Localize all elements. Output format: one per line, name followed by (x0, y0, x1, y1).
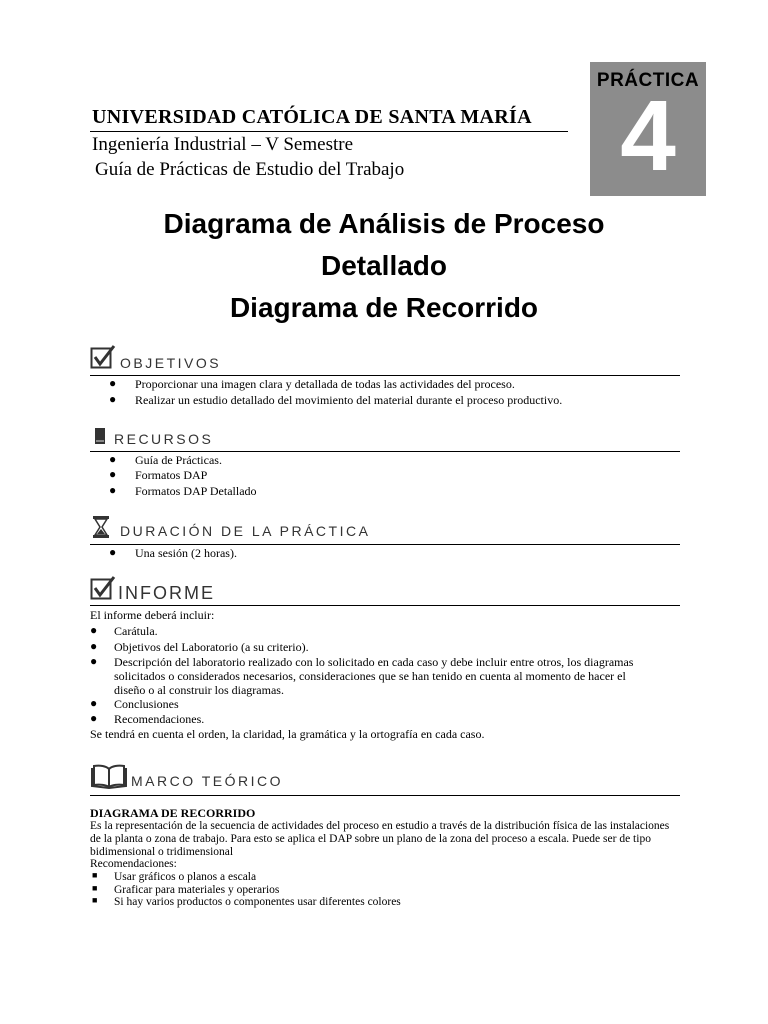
practice-number: 4 (620, 80, 676, 192)
bullet: ● (90, 654, 98, 668)
list-item: Graficar para materiales y operarios (114, 884, 280, 896)
square-bullet: ■ (92, 883, 98, 893)
informe-intro: El informe deberá incluir: (90, 608, 215, 622)
list-item: Si hay varios productos o componentes usar diferentes colores (114, 896, 401, 908)
bullet: ● (109, 545, 117, 559)
list-item: Descripción del laboratorio realizado con lo solicitado en cada caso y debe incluir entre otros, los diagramas (114, 655, 634, 669)
title-line-3: Diagrama de Recorrido (229, 292, 539, 323)
objetivos-heading: OBJETIVOS (120, 355, 222, 371)
square-bullet: ■ (92, 895, 98, 905)
duracion-rule (90, 544, 680, 545)
informe-heading: INFORME (118, 583, 215, 603)
open-book-icon (90, 764, 128, 790)
bullet: ● (109, 376, 117, 390)
marco-rule (90, 795, 680, 796)
list-item: Guía de Prácticas. (135, 453, 222, 467)
guide-line: Guía de Prácticas de Estudio del Trabajo (95, 159, 405, 180)
informe-rule (90, 605, 680, 606)
bullet: ● (109, 452, 117, 466)
list-item: Recomendaciones. (114, 712, 205, 726)
university-name: UNIVERSIDAD CATÓLICA DE SANTA MARÍA (92, 106, 532, 128)
recursos-rule (90, 451, 680, 452)
bullet: ● (90, 696, 98, 710)
bullet: ● (109, 467, 117, 481)
informe-closing: Se tendrá en cuenta el orden, la claridad, la gramática y la ortografía en cada caso. (90, 727, 485, 741)
marco-heading: MARCO TEÓRICO (131, 773, 284, 789)
square-bullet: ■ (92, 870, 98, 880)
objetivos-rule (90, 375, 680, 376)
list-item: Proporcionar una imagen clara y detallada de todas las actividades del proceso. (135, 377, 515, 391)
list-item: Carátula. (114, 624, 158, 638)
list-item-continuation: diseño o al construir los diagramas. (114, 683, 284, 697)
list-item: Realizar un estudio detallado del movimiento del material durante el proceso productivo. (135, 393, 563, 407)
recommendations-label: Recomendaciones: (90, 858, 177, 870)
header-rule (90, 131, 568, 132)
list-item: Formatos DAP (135, 468, 208, 482)
recursos-heading: RECURSOS (114, 431, 214, 447)
list-item: Formatos DAP Detallado (135, 484, 257, 498)
list-item: Usar gráficos o planos a escala (114, 871, 257, 883)
marco-paragraph-line: bidimensional o tridimensional (90, 846, 234, 858)
list-item: Objetivos del Laboratorio (a su criterio). (114, 640, 309, 654)
hourglass-icon (93, 516, 109, 538)
checkbox-icon (90, 576, 116, 602)
bullet: ● (109, 483, 117, 497)
duracion-heading: DURACIÓN DE LA PRÁCTICA (120, 523, 371, 539)
bullet: ● (90, 639, 98, 653)
list-item-continuation: solicitados o considerados necesarios, consideraciones que se han tenido en cuenta al momento de hacer el (114, 669, 626, 683)
bullet: ● (90, 623, 98, 637)
bullet: ● (90, 711, 98, 725)
checkbox-icon (90, 345, 116, 371)
list-item: Una sesión (2 horas). (135, 546, 237, 560)
title-line-1: Diagrama de Análisis de Proceso (163, 208, 605, 239)
practice-label: PRÁCTICA (596, 70, 700, 91)
marco-paragraph-line: Es la representación de la secuencia de actividades del proceso en estudio a través de la distribución física de las instalaciones (90, 820, 670, 832)
title-line-2: Detallado (320, 250, 448, 281)
marco-subheading: DIAGRAMA DE RECORRIDO (90, 806, 256, 820)
book-spine-icon (94, 428, 106, 444)
marco-paragraph-line: de la planta o zona de trabajo. Para esto se aplica el DAP sobre un plano de la zona del proceso a escala. Puede ser de tipo (90, 833, 651, 845)
program-line: Ingeniería Industrial – V Semestre (92, 134, 354, 155)
list-item: Conclusiones (114, 697, 179, 711)
bullet: ● (109, 392, 117, 406)
